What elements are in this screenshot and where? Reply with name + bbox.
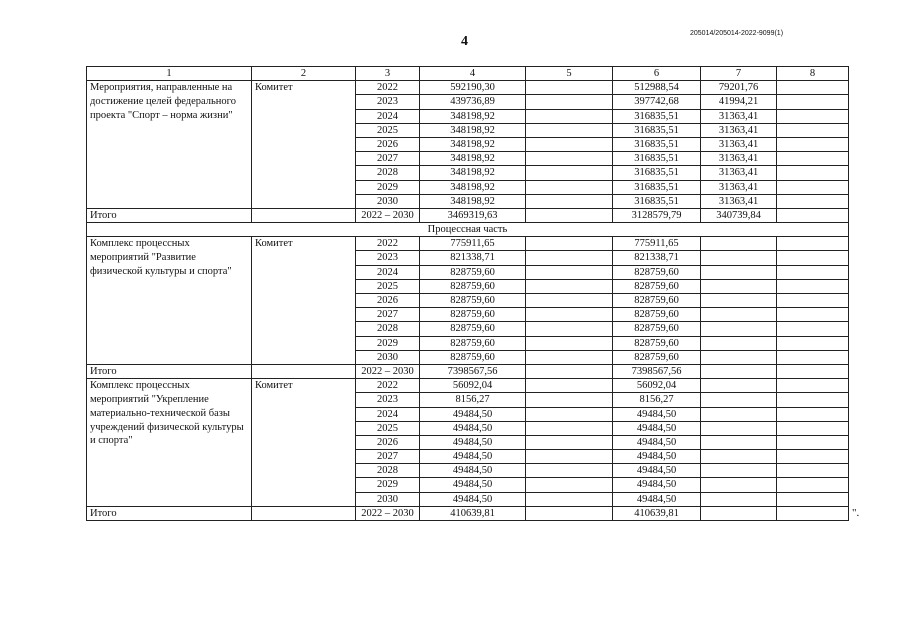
value-col-6: 512988,54 bbox=[613, 81, 701, 95]
col-header-3: 3 bbox=[356, 67, 420, 81]
value-col-8 bbox=[777, 109, 849, 123]
value-col-8 bbox=[777, 322, 849, 336]
value-col-6: 316835,51 bbox=[613, 166, 701, 180]
value-col-6: 49484,50 bbox=[613, 492, 701, 506]
table-row bbox=[87, 237, 849, 251]
value-col-7 bbox=[701, 350, 777, 364]
value-col-4: 828759,60 bbox=[420, 322, 526, 336]
value-col-4: 348198,92 bbox=[420, 194, 526, 208]
total-col-5 bbox=[526, 208, 613, 222]
total-col-4: 3469319,63 bbox=[420, 208, 526, 222]
value-col-5 bbox=[526, 251, 613, 265]
year-cell: 2026 bbox=[356, 435, 420, 449]
executor: Комитет bbox=[252, 81, 356, 209]
column-number-row bbox=[87, 67, 849, 81]
value-col-5 bbox=[526, 95, 613, 109]
value-col-7 bbox=[701, 308, 777, 322]
value-col-5 bbox=[526, 492, 613, 506]
year-cell: 2028 bbox=[356, 464, 420, 478]
total-col-7: 340739,84 bbox=[701, 208, 777, 222]
value-col-8 bbox=[777, 166, 849, 180]
year-cell: 2029 bbox=[356, 336, 420, 350]
document-id: 205014/205014-2022-9099(1) bbox=[690, 30, 784, 37]
total-col-5 bbox=[526, 506, 613, 520]
value-col-5 bbox=[526, 478, 613, 492]
total-label: Итого bbox=[87, 364, 252, 378]
total-col-4: 7398567,56 bbox=[420, 364, 526, 378]
value-col-7 bbox=[701, 237, 777, 251]
value-col-5 bbox=[526, 237, 613, 251]
page-number: 4 bbox=[461, 34, 468, 49]
year-cell: 2023 bbox=[356, 393, 420, 407]
value-col-4: 49484,50 bbox=[420, 464, 526, 478]
value-col-4: 439736,89 bbox=[420, 95, 526, 109]
total-executor bbox=[252, 506, 356, 520]
value-col-8 bbox=[777, 407, 849, 421]
value-col-5 bbox=[526, 421, 613, 435]
value-col-8 bbox=[777, 478, 849, 492]
total-executor bbox=[252, 364, 356, 378]
value-col-4: 49484,50 bbox=[420, 407, 526, 421]
value-col-5 bbox=[526, 180, 613, 194]
value-col-6: 49484,50 bbox=[613, 464, 701, 478]
year-cell: 2030 bbox=[356, 492, 420, 506]
year-cell: 2024 bbox=[356, 265, 420, 279]
col-header-4: 4 bbox=[420, 67, 526, 81]
table-body bbox=[87, 67, 849, 521]
value-col-5 bbox=[526, 336, 613, 350]
value-col-5 bbox=[526, 194, 613, 208]
value-col-6: 49484,50 bbox=[613, 478, 701, 492]
year-cell: 2022 bbox=[356, 379, 420, 393]
value-col-7: 31363,41 bbox=[701, 166, 777, 180]
total-executor bbox=[252, 208, 356, 222]
total-col-7 bbox=[701, 364, 777, 378]
value-col-5 bbox=[526, 435, 613, 449]
value-col-4: 828759,60 bbox=[420, 350, 526, 364]
section-row bbox=[87, 223, 849, 237]
value-col-7 bbox=[701, 336, 777, 350]
year-cell: 2029 bbox=[356, 478, 420, 492]
value-col-8 bbox=[777, 95, 849, 109]
value-col-8 bbox=[777, 336, 849, 350]
year-cell: 2025 bbox=[356, 421, 420, 435]
value-col-6: 828759,60 bbox=[613, 294, 701, 308]
year-cell: 2025 bbox=[356, 123, 420, 137]
executor: Комитет bbox=[252, 379, 356, 507]
value-col-8 bbox=[777, 137, 849, 151]
value-col-6: 316835,51 bbox=[613, 109, 701, 123]
value-col-7: 31363,41 bbox=[701, 123, 777, 137]
value-col-6: 828759,60 bbox=[613, 336, 701, 350]
total-row bbox=[87, 364, 849, 378]
budget-table bbox=[86, 66, 849, 521]
value-col-8 bbox=[777, 123, 849, 137]
value-col-6: 828759,60 bbox=[613, 308, 701, 322]
value-col-6: 828759,60 bbox=[613, 265, 701, 279]
value-col-4: 8156,27 bbox=[420, 393, 526, 407]
value-col-5 bbox=[526, 393, 613, 407]
value-col-7 bbox=[701, 294, 777, 308]
value-col-5 bbox=[526, 152, 613, 166]
value-col-5 bbox=[526, 350, 613, 364]
value-col-5 bbox=[526, 464, 613, 478]
value-col-6: 397742,68 bbox=[613, 95, 701, 109]
value-col-8 bbox=[777, 81, 849, 95]
year-cell: 2026 bbox=[356, 137, 420, 151]
value-col-5 bbox=[526, 279, 613, 293]
value-col-5 bbox=[526, 322, 613, 336]
total-row bbox=[87, 506, 849, 520]
value-col-4: 828759,60 bbox=[420, 294, 526, 308]
year-cell: 2023 bbox=[356, 251, 420, 265]
value-col-6: 316835,51 bbox=[613, 194, 701, 208]
value-col-8 bbox=[777, 237, 849, 251]
value-col-5 bbox=[526, 379, 613, 393]
value-col-4: 56092,04 bbox=[420, 379, 526, 393]
value-col-6: 56092,04 bbox=[613, 379, 701, 393]
year-cell: 2028 bbox=[356, 322, 420, 336]
value-col-8 bbox=[777, 350, 849, 364]
value-col-8 bbox=[777, 464, 849, 478]
value-col-4: 49484,50 bbox=[420, 450, 526, 464]
value-col-5 bbox=[526, 123, 613, 137]
value-col-5 bbox=[526, 81, 613, 95]
value-col-7 bbox=[701, 464, 777, 478]
value-col-6: 775911,65 bbox=[613, 237, 701, 251]
table-row bbox=[87, 81, 849, 95]
total-col-8 bbox=[777, 364, 849, 378]
year-cell: 2026 bbox=[356, 294, 420, 308]
year-cell: 2028 bbox=[356, 166, 420, 180]
section-title: Процессная часть bbox=[87, 223, 849, 237]
value-col-8 bbox=[777, 194, 849, 208]
value-col-8 bbox=[777, 393, 849, 407]
value-col-7 bbox=[701, 407, 777, 421]
value-col-4: 592190,30 bbox=[420, 81, 526, 95]
value-col-8 bbox=[777, 294, 849, 308]
value-col-6: 49484,50 bbox=[613, 421, 701, 435]
measure-name: Мероприятия, направленные на достижение целей федерального проекта "Спорт – норма жизни" bbox=[87, 81, 252, 209]
value-col-7 bbox=[701, 393, 777, 407]
value-col-6: 49484,50 bbox=[613, 435, 701, 449]
value-col-6: 316835,51 bbox=[613, 123, 701, 137]
col-header-1: 1 bbox=[87, 67, 252, 81]
year-cell: 2024 bbox=[356, 407, 420, 421]
total-col-5 bbox=[526, 364, 613, 378]
value-col-6: 316835,51 bbox=[613, 180, 701, 194]
year-cell: 2023 bbox=[356, 95, 420, 109]
value-col-8 bbox=[777, 279, 849, 293]
value-col-5 bbox=[526, 407, 613, 421]
total-years: 2022 – 2030 bbox=[356, 208, 420, 222]
value-col-6: 828759,60 bbox=[613, 322, 701, 336]
value-col-5 bbox=[526, 137, 613, 151]
year-cell: 2025 bbox=[356, 279, 420, 293]
value-col-7 bbox=[701, 421, 777, 435]
value-col-4: 348198,92 bbox=[420, 137, 526, 151]
year-cell: 2030 bbox=[356, 350, 420, 364]
total-label: Итого bbox=[87, 208, 252, 222]
total-col-6: 7398567,56 bbox=[613, 364, 701, 378]
total-col-8 bbox=[777, 506, 849, 520]
value-col-6: 316835,51 bbox=[613, 152, 701, 166]
year-cell: 2024 bbox=[356, 109, 420, 123]
value-col-6: 828759,60 bbox=[613, 350, 701, 364]
value-col-7 bbox=[701, 265, 777, 279]
value-col-7: 31363,41 bbox=[701, 194, 777, 208]
value-col-7: 41994,21 bbox=[701, 95, 777, 109]
value-col-4: 828759,60 bbox=[420, 336, 526, 350]
value-col-5 bbox=[526, 294, 613, 308]
value-col-5 bbox=[526, 166, 613, 180]
value-col-4: 49484,50 bbox=[420, 492, 526, 506]
value-col-7: 31363,41 bbox=[701, 137, 777, 151]
total-col-6: 3128579,79 bbox=[613, 208, 701, 222]
measure-name: Комплекс процессных мероприятий "Развитие физической культуры и спорта" bbox=[87, 237, 252, 365]
value-col-7 bbox=[701, 492, 777, 506]
total-col-8 bbox=[777, 208, 849, 222]
value-col-4: 821338,71 bbox=[420, 251, 526, 265]
value-col-7 bbox=[701, 478, 777, 492]
value-col-8 bbox=[777, 180, 849, 194]
total-col-6: 410639,81 bbox=[613, 506, 701, 520]
value-col-7 bbox=[701, 450, 777, 464]
value-col-8 bbox=[777, 421, 849, 435]
value-col-5 bbox=[526, 265, 613, 279]
col-header-2: 2 bbox=[252, 67, 356, 81]
value-col-7: 31363,41 bbox=[701, 152, 777, 166]
table-row bbox=[87, 379, 849, 393]
measure-name: Комплекс процессных мероприятий "Укрепление материально-технической базы учреждений физической культуры и спорта" bbox=[87, 379, 252, 507]
total-years: 2022 – 2030 bbox=[356, 364, 420, 378]
value-col-8 bbox=[777, 265, 849, 279]
value-col-7 bbox=[701, 279, 777, 293]
value-col-4: 49484,50 bbox=[420, 478, 526, 492]
value-col-8 bbox=[777, 251, 849, 265]
value-col-6: 49484,50 bbox=[613, 407, 701, 421]
closing-quote-mark: ". bbox=[852, 507, 860, 519]
total-col-4: 410639,81 bbox=[420, 506, 526, 520]
value-col-4: 348198,92 bbox=[420, 123, 526, 137]
total-years: 2022 – 2030 bbox=[356, 506, 420, 520]
year-cell: 2030 bbox=[356, 194, 420, 208]
value-col-7 bbox=[701, 379, 777, 393]
value-col-8 bbox=[777, 435, 849, 449]
value-col-4: 828759,60 bbox=[420, 279, 526, 293]
year-cell: 2027 bbox=[356, 152, 420, 166]
value-col-5 bbox=[526, 109, 613, 123]
value-col-4: 348198,92 bbox=[420, 166, 526, 180]
year-cell: 2022 bbox=[356, 81, 420, 95]
year-cell: 2027 bbox=[356, 450, 420, 464]
col-header-8: 8 bbox=[777, 67, 849, 81]
year-cell: 2022 bbox=[356, 237, 420, 251]
col-header-7: 7 bbox=[701, 67, 777, 81]
value-col-7 bbox=[701, 435, 777, 449]
value-col-6: 821338,71 bbox=[613, 251, 701, 265]
value-col-4: 775911,65 bbox=[420, 237, 526, 251]
value-col-7: 31363,41 bbox=[701, 180, 777, 194]
value-col-8 bbox=[777, 492, 849, 506]
year-cell: 2027 bbox=[356, 308, 420, 322]
value-col-7 bbox=[701, 251, 777, 265]
value-col-4: 828759,60 bbox=[420, 308, 526, 322]
value-col-4: 49484,50 bbox=[420, 435, 526, 449]
value-col-6: 828759,60 bbox=[613, 279, 701, 293]
value-col-4: 348198,92 bbox=[420, 152, 526, 166]
value-col-7: 79201,76 bbox=[701, 81, 777, 95]
value-col-6: 8156,27 bbox=[613, 393, 701, 407]
value-col-6: 49484,50 bbox=[613, 450, 701, 464]
value-col-6: 316835,51 bbox=[613, 137, 701, 151]
value-col-8 bbox=[777, 450, 849, 464]
value-col-4: 348198,92 bbox=[420, 109, 526, 123]
value-col-7: 31363,41 bbox=[701, 109, 777, 123]
value-col-5 bbox=[526, 308, 613, 322]
value-col-4: 828759,60 bbox=[420, 265, 526, 279]
value-col-8 bbox=[777, 308, 849, 322]
value-col-4: 348198,92 bbox=[420, 180, 526, 194]
total-col-7 bbox=[701, 506, 777, 520]
total-label: Итого bbox=[87, 506, 252, 520]
value-col-5 bbox=[526, 450, 613, 464]
col-header-6: 6 bbox=[613, 67, 701, 81]
value-col-8 bbox=[777, 379, 849, 393]
value-col-8 bbox=[777, 152, 849, 166]
year-cell: 2029 bbox=[356, 180, 420, 194]
value-col-4: 49484,50 bbox=[420, 421, 526, 435]
total-row bbox=[87, 208, 849, 222]
executor: Комитет bbox=[252, 237, 356, 365]
value-col-7 bbox=[701, 322, 777, 336]
col-header-5: 5 bbox=[526, 67, 613, 81]
